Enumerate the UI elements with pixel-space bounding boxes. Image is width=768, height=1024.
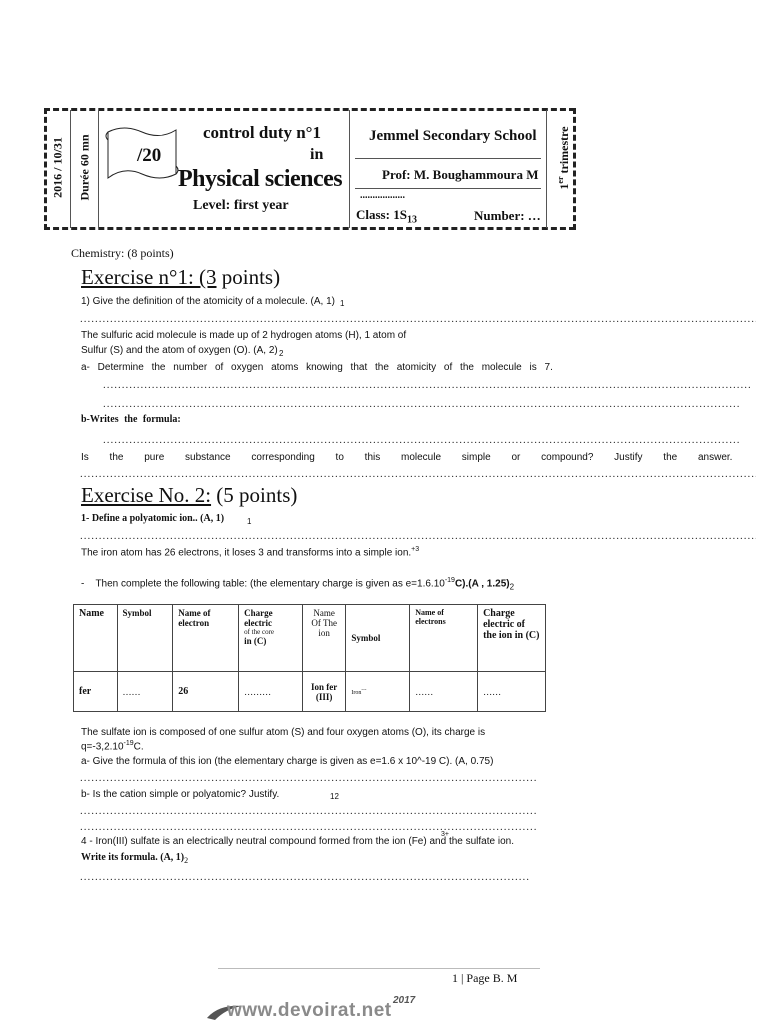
footer-rule xyxy=(218,968,540,969)
table-header: Name of electrons xyxy=(410,605,478,672)
term-suffix: er xyxy=(556,176,565,184)
table-instr-text: Then complete the following table: (the elementary charge is given as e=1.6.10 xyxy=(95,578,445,590)
header-dots: .................. xyxy=(360,190,405,201)
charge-core-label: of the core xyxy=(244,628,275,636)
iron-text: The iron atom has 26 electrons, it loses 3 and transforms into a simple ion. xyxy=(81,547,412,559)
iron-sup: +3 xyxy=(411,546,420,553)
ex1-q1: 1) Give the definition of the atomicity of a molecule. (A, 1) xyxy=(81,296,336,307)
ex2-title xyxy=(81,483,297,508)
ex2-title-underlined: Exercise No. 2: xyxy=(81,483,212,507)
answer-line xyxy=(80,805,536,817)
ex2-q4: 4 - Iron(III) sulfate is an electrically neutral compound formed from the ion (Fe) and the sulfate ion. xyxy=(81,836,514,847)
class-subscript: 13 xyxy=(406,214,417,226)
table-cell: …… xyxy=(410,672,478,712)
term-label xyxy=(556,108,572,208)
ex2-qa: a- Give the formula of this ion (the elementary charge is given as e=1.6 x 10^-19 C). (A, 0.75) xyxy=(81,756,494,767)
term-word: trimestre xyxy=(557,126,571,174)
title-line2: in xyxy=(310,146,324,163)
sulfate-unit: C. xyxy=(133,741,144,753)
level-label: Level: first year xyxy=(193,198,289,213)
answer-line xyxy=(80,468,756,480)
answer-line xyxy=(80,871,530,883)
sulfate-sup: -19 xyxy=(123,740,134,747)
answer-line xyxy=(103,379,751,391)
ion-table xyxy=(73,604,546,712)
sulfate-line1: The sulfate ion is composed of one sulfur atom (S) and four oxygen atoms (O), its charge is xyxy=(81,727,486,738)
table-cell: ……… xyxy=(239,672,303,712)
answer-line xyxy=(80,821,536,833)
table-cell: …… xyxy=(117,672,173,712)
ex2-q1: 1- Define a polyatomic ion.. (A, 1) xyxy=(81,513,225,524)
subject-title: Physical sciences xyxy=(178,166,343,192)
table-cell: Ion fer (III) xyxy=(302,672,346,712)
answer-line xyxy=(103,434,739,446)
ex1-qa: a- Determine the number of oxygen atoms knowing that the atomicity of the molecule is 7. xyxy=(81,362,553,373)
ex1-title xyxy=(81,265,280,290)
ex1-intro-line1: The sulfuric acid molecule is made up of 2 hydrogen atoms (H), 1 atom of xyxy=(81,330,407,341)
ex2-q4-write xyxy=(81,852,188,865)
q4-mark: 2 xyxy=(184,856,189,865)
q4-write-text: Write its formula. (A, 1) xyxy=(81,852,185,863)
ex1-qb: b-Writes the formula: xyxy=(81,414,181,425)
ex2-q4-sup: 3+ xyxy=(441,831,449,838)
table-header: Name of electron xyxy=(173,605,239,672)
sulfate-line2 xyxy=(81,740,144,752)
answer-line xyxy=(80,772,536,784)
prof-name: Prof: M. Boughammoura M xyxy=(382,167,539,182)
ex2-qb-mark: 12 xyxy=(330,792,339,801)
table-header: Symbol xyxy=(117,605,173,672)
table-instr-mark: 2 xyxy=(509,582,515,592)
table-header: Name xyxy=(74,605,118,672)
class-text: Class: 1S xyxy=(356,207,407,222)
ex1-title-underlined: Exercise n°1: (3 xyxy=(81,265,217,289)
page-number: 1 | Page B. M xyxy=(452,971,518,985)
section-title: Chemistry: (8 points) xyxy=(71,246,174,260)
ex2-q1-mark: 1 xyxy=(247,517,252,526)
table-header: Name Of The ion xyxy=(302,605,346,672)
table-header-charge xyxy=(239,605,303,672)
score-label: /20 xyxy=(137,145,162,166)
ex2-iron-text xyxy=(81,546,419,558)
table-cell xyxy=(346,672,410,712)
table-header: Symbol xyxy=(346,605,410,672)
watermark-logo xyxy=(205,995,425,1024)
answer-line xyxy=(103,398,741,410)
ex1-title-rest: points) xyxy=(216,265,281,289)
ex2-qb: b- Is the cation simple or polyatomic? Justify. xyxy=(81,789,280,800)
answer-line xyxy=(80,530,756,542)
table-cell: 26 xyxy=(173,672,239,712)
exam-duration: Durée 60 mn xyxy=(77,134,92,201)
ex1-q1-mark: 1 xyxy=(340,299,345,308)
watermark-text: www.devoirat.net xyxy=(227,1000,392,1021)
ex2-title-rest: (5 points) xyxy=(211,483,298,507)
table-instr-end: C).(A , 1.25) xyxy=(454,578,510,590)
answer-line xyxy=(80,313,756,325)
number-label: Number: … xyxy=(474,208,541,223)
charge-label: Charge electric xyxy=(244,608,273,628)
ex1-intro-line2: Sulfur (S) and the atom of oxygen (O). (A, 2) xyxy=(81,345,278,356)
iron-symbol: Iron xyxy=(351,689,362,696)
sulfate-charge: q=-3,2.10 xyxy=(81,741,124,753)
ex1-intro-mark: 2 xyxy=(279,349,284,358)
table-cell: …… xyxy=(478,672,546,712)
class-label xyxy=(356,207,417,226)
ex1-qc: Is the pure substance corresponding to this molecule simple or compound? Justify the answer. xyxy=(81,452,733,463)
table-cell: fer xyxy=(74,672,118,712)
term-number: 1 xyxy=(557,183,571,190)
bullet-dash: - xyxy=(81,578,96,590)
table-header: Charge electric of the ion in (C) xyxy=(478,605,546,672)
charge-unit-label: in (C) xyxy=(244,636,267,646)
school-name: Jemmel Secondary School xyxy=(369,128,537,144)
ex2-table-instr xyxy=(81,577,514,591)
iron-charge-dashes: --- xyxy=(361,687,367,693)
table-instr-sup: -19 xyxy=(444,577,455,584)
title-line1: control duty n°1 xyxy=(203,123,321,142)
watermark-year: 2017 xyxy=(393,995,416,1006)
exam-date: 2016 / 10/31 xyxy=(50,137,65,198)
